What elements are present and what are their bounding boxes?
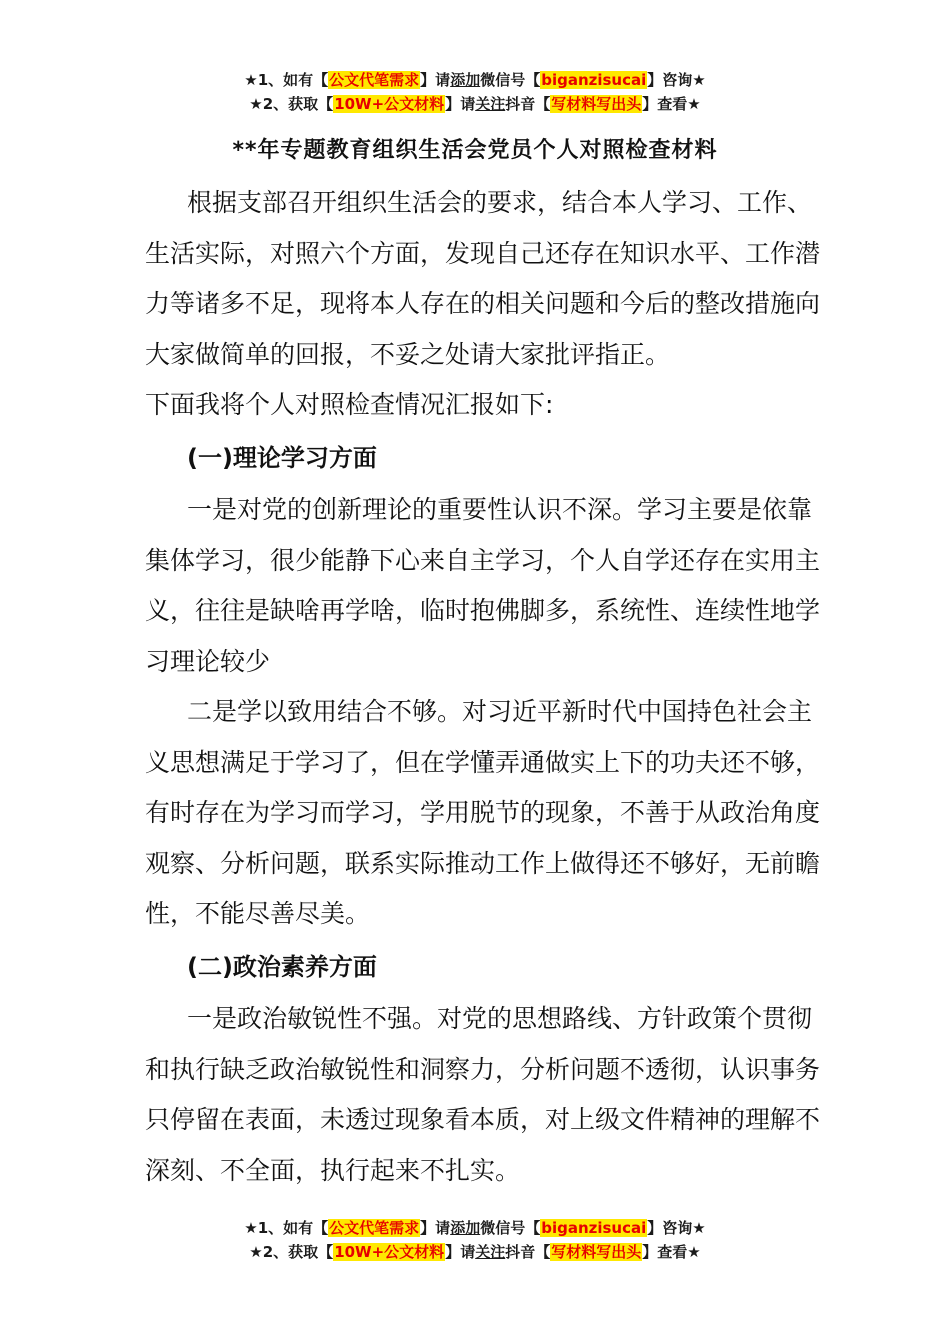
banner-highlight: 写材料写出头	[551, 95, 642, 113]
banner-highlight: biganzisucai	[541, 1219, 647, 1237]
body-paragraph: 一是政治敏锐性不强。对党的思想路线、方针政策个贯彻和执行缺乏政治敏锐性和洞察力，分析问题不透彻，认识事务只停留在表面，未透过现象看本质，对上级文件精神的理解不深刻、不全面，执行起来不扎实。	[145, 1004, 821, 1185]
banner-text: 】咨询★	[647, 1219, 706, 1237]
document-title: **年专题教育组织生活会党员个人对照检查材料	[232, 138, 718, 163]
banner-text: 】查看★	[642, 95, 701, 113]
banner-underlined: 添加	[450, 71, 481, 89]
banner-underlined: 关注	[475, 95, 506, 113]
body-paragraph: 一是对党的创新理论的重要性认识不深。学习主要是依靠集体学习，很少能静下心来自主学习，个人自学还存在实用主义，往往是缺啥再学啥，临时抱佛脚多，系统性、连续性地学习理论较少	[145, 495, 821, 676]
banner-line-2	[0, 1240, 950, 1264]
banner-text: 】请	[420, 1219, 451, 1237]
banner-text: 】咨询★	[647, 71, 706, 89]
banner-highlight: 公文代笔需求	[329, 71, 420, 89]
section-heading: (二)政治素养方面	[187, 952, 377, 981]
banner-highlight: biganzisucai	[541, 71, 647, 89]
banner-highlight: 写材料写出头	[551, 1243, 642, 1261]
document-body	[145, 178, 825, 1196]
banner-line-2	[0, 92, 950, 116]
banner-text: 】请	[420, 71, 451, 89]
banner-text: ★1、如有【	[244, 1219, 329, 1237]
banner-text: 抖音【	[505, 95, 551, 113]
banner-text: 微信号【	[480, 1219, 541, 1237]
intro-paragraph: 根据支部召开组织生活会的要求，结合本人学习、工作、生活实际，对照六个方面，发现自己还存在知识水平、工作潜力等诸多不足，现将本人存在的相关问题和今后的整改措施向大家做简单的回报，不妥之处请大家批评指正。	[145, 188, 821, 369]
banner-line-1	[0, 1216, 950, 1240]
banner-text: 】查看★	[642, 1243, 701, 1261]
banner-text: 微信号【	[480, 71, 541, 89]
banner-highlight: 公文代笔需求	[329, 1219, 420, 1237]
banner-line-1	[0, 68, 950, 92]
section-heading: (一)理论学习方面	[187, 443, 377, 472]
banner-highlight: 10W+公文材料	[334, 1243, 445, 1261]
banner-text: 抖音【	[505, 1243, 551, 1261]
banner-text: ★2、获取【	[249, 1243, 334, 1261]
footer-banner	[0, 1216, 950, 1264]
banner-underlined: 添加	[450, 1219, 481, 1237]
banner-underlined: 关注	[475, 1243, 506, 1261]
banner-text: 】请	[445, 1243, 476, 1261]
header-banner	[0, 68, 950, 116]
banner-text: ★1、如有【	[244, 71, 329, 89]
banner-text: ★2、获取【	[249, 95, 334, 113]
banner-highlight: 10W+公文材料	[334, 95, 445, 113]
banner-text: 】请	[445, 95, 476, 113]
body-paragraph: 二是学以致用结合不够。对习近平新时代中国持色社会主义思想满足于学习了，但在学懂弄通做实上下的功夫还不够，有时存在为学习而学习，学用脱节的现象，不善于从政治角度观察、分析问题，联系实际推动工作上做得还不够好，无前瞻性，不能尽善尽美。	[145, 697, 821, 928]
intro-paragraph-2: 下面我将个人对照检查情况汇报如下:	[145, 390, 554, 419]
